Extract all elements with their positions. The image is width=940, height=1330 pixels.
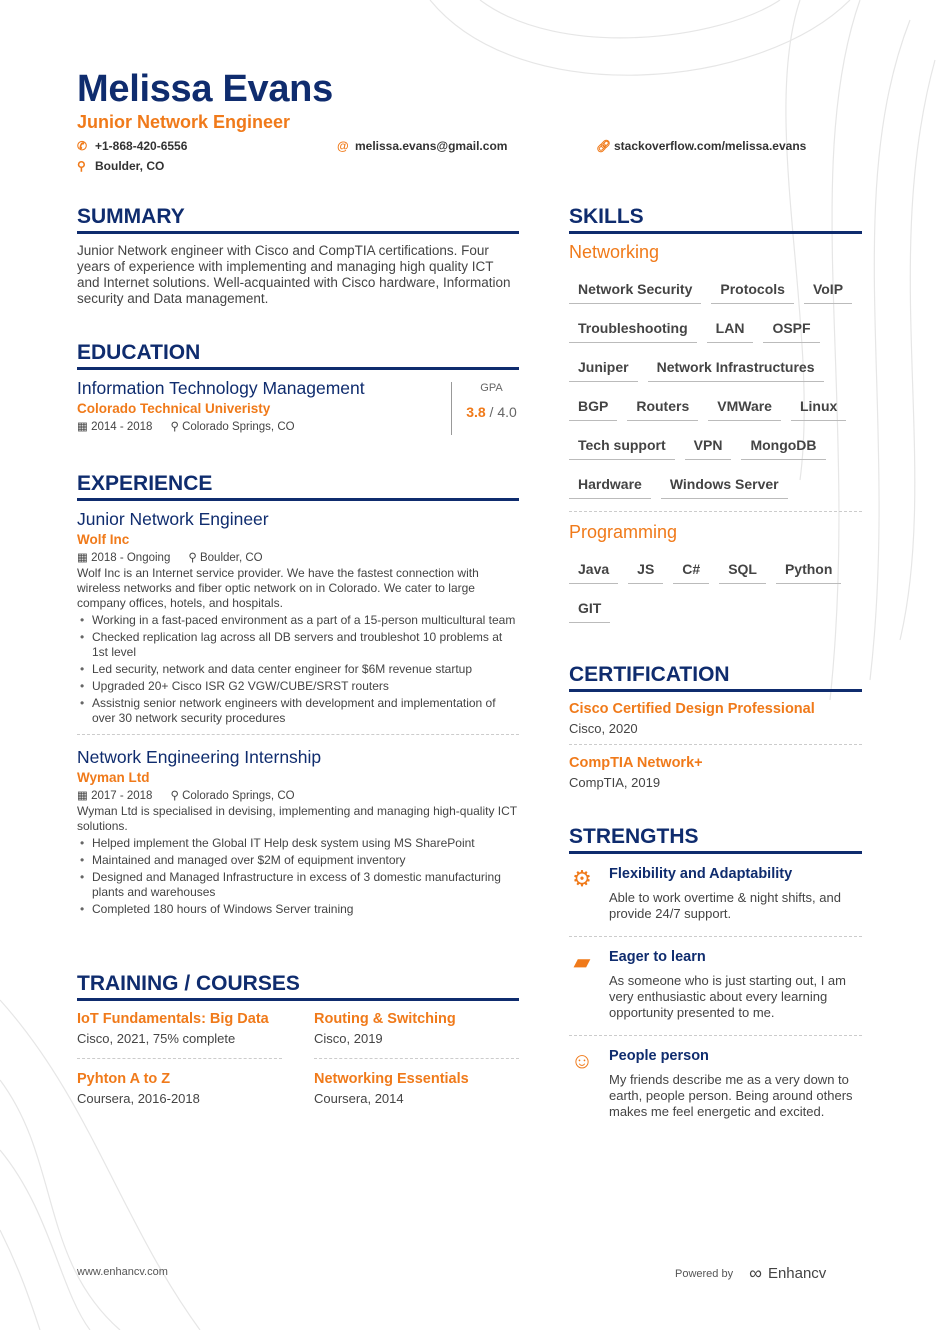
job-bullet: • Maintained and managed over $2M of equipment inventory <box>77 853 519 868</box>
job-bullet: • Designed and Managed Infrastructure in excess of 3 domestic manufacturing plants and warehouses <box>77 870 519 900</box>
job-description: Wolf Inc is an Internet service provider. We have the fastest connection with wireless networks and fiber optic network on in Colorado. We cater to large company offices, hotels, and hospitals. <box>77 566 479 610</box>
summary-section: SUMMARY Junior Network engineer with Cisco and CompTIA certifications. Four years of experience with implementing and managing high quality ICT and Internet solutions. Well-acquainted with Cisco hardware, Information security and Data management. <box>77 205 519 307</box>
job-description: Wyman Ltd is specialised in devising, implementing and managing high-quality ICT solutions. <box>77 804 517 833</box>
job-bullet: • Working in a fast-paced environment as a part of a 15-person multicultural team <box>77 613 519 628</box>
skill-tag: Java <box>569 557 618 584</box>
job-entry: Network Engineering Internship Wyman Ltd ▦ 2017 - 2018 ⚲ Colorado Springs, CO Wyman Ltd is specialised in devising, implementing and managing high-quality ICT solutions. • Helped implement the Global IT Help desk system using MS SharePoint • Maintained and managed over $2M of equipment inventory • Designed and Managed Infrastructure in excess of 3 domestic manufacturing plants and warehouses • Completed 180 hours of Windows Server training <box>77 734 519 917</box>
course-title: IoT Fundamentals: Big Data <box>77 1011 269 1027</box>
experience-section: EXPERIENCE Junior Network Engineer Wolf Inc ▦ 2018 - Ongoing ⚲ Boulder, CO Wolf Inc is an Internet service provider. We have the fastest connection with wireless networks and fiber optic network on in Colorado. We cater to large company offices, hotels, and hospitals. • Working in a fast-paced environment as a part of a 15-person multicultural team • Checked replication lag across all DB servers and troubleshot 10 problems at 1st level • Led security, network and data center engineer for $6M revenue startup • Upgraded 20+ Cisco ISR G2 VGW/CUBE/SRST routers • Assistnig senior network engineers with development and implementation of over 30 network security procedures Network Engineering Internship Wyman Ltd ▦ 2017 - 2018 ⚲ Colorado Springs, CO Wyman Ltd is specialised in devising, implementing and managing high-quality ICT solutions. • Helped implement the Global IT Help desk system using MS SharePoint • Maintained and managed over $2M of equipment inventory • Designed and Managed Infrastructure in excess of 3 domestic manufacturing plants and warehouses • Completed 180 hours of Windows Server training <box>77 472 519 917</box>
skill-tag: VPN <box>685 433 732 460</box>
job-role: Junior Network Engineer <box>77 509 269 529</box>
certification-title: CompTIA Network+ <box>569 755 703 771</box>
job-bullet: • Completed 180 hours of Windows Server training <box>77 902 519 917</box>
skill-group <box>569 511 862 623</box>
enhancv-logo: ∞ Enhancv <box>749 1263 827 1283</box>
course-details: Cisco, 2021, 75% complete <box>77 1031 236 1046</box>
skill-tag: C# <box>673 557 709 584</box>
strength-item <box>569 854 862 937</box>
course-item <box>314 1009 519 1059</box>
link-icon: 🔗︎ <box>596 139 612 153</box>
course-item <box>77 1009 282 1059</box>
job-bullet: • Helped implement the Global IT Help desk system using MS SharePoint <box>77 836 519 851</box>
job-bullet: • Led security, network and data center engineer for $6M revenue startup <box>77 662 519 677</box>
job-location: Boulder, CO <box>199 552 263 564</box>
job-company: Wyman Ltd <box>77 770 150 785</box>
certification-issuer: Cisco, 2020 <box>569 721 638 736</box>
book-icon: ▰ <box>573 949 591 974</box>
skill-tag: OSPF <box>763 316 819 343</box>
strength-title: People person <box>609 1048 709 1064</box>
job-dates: 2017 - 2018 <box>91 790 153 802</box>
strength-item <box>569 937 862 1036</box>
skill-tag: Troubleshooting <box>569 316 697 343</box>
job-location: Colorado Springs, CO <box>182 790 295 802</box>
skill-tag: Windows Server <box>661 472 788 499</box>
skill-tag: VMWare <box>708 394 781 421</box>
skill-tag: Protocols <box>711 277 794 304</box>
gpa: GPA 3.8 / 4.0 <box>451 382 519 435</box>
course-item <box>77 1059 282 1106</box>
skill-tag: Network Infrastructures <box>648 355 824 382</box>
skill-tag: JS <box>628 557 663 584</box>
skill-tag: Python <box>776 557 841 584</box>
certification-issuer: CompTIA, 2019 <box>569 775 661 790</box>
phone: ✆ +1-868-420-6556 <box>77 139 188 153</box>
course-title: Pyhton A to Z <box>77 1071 171 1087</box>
email[interactable]: @ melissa.evans@gmail.com <box>337 139 508 153</box>
strength-description: Able to work overtime & night shifts, and provide 24/7 support. <box>609 890 841 921</box>
location: ⚲ Boulder, CO <box>77 159 165 173</box>
training-section: TRAINING / COURSES IoT Fundamentals: Big Data Cisco, 2021, 75% complete Routing & Switching Cisco, 2019 Pyhton A to Z Coursera, 2016-2018 Networking Essentials Coursera, 2014 <box>77 972 519 1106</box>
skill-group-title: Networking <box>569 242 660 262</box>
certification-item <box>569 692 862 745</box>
skill-group <box>569 234 862 511</box>
skill-tag: Linux <box>791 394 846 421</box>
footer-brand: Powered by ∞ Enhancv <box>675 1263 827 1283</box>
skill-tag: Network Security <box>569 277 701 304</box>
job-bullet: • Assistnig senior network engineers with development and implementation of over 30 network security procedures <box>77 696 519 726</box>
skill-tag: Hardware <box>569 472 651 499</box>
footer-site[interactable]: www.enhancv.com <box>77 1266 168 1278</box>
certification-item <box>569 745 862 790</box>
skill-tag: LAN <box>707 316 754 343</box>
strength-description: My friends describe me as a very down to earth, people person. Being around others makes me feel energetic and excited. <box>609 1072 853 1119</box>
skill-tag: Juniper <box>569 355 638 382</box>
skill-tag: Routers <box>627 394 698 421</box>
skill-tag: GIT <box>569 596 610 623</box>
skill-tag: Tech support <box>569 433 675 460</box>
candidate-name: Melissa Evans <box>77 68 333 110</box>
job-bullet: • Upgraded 20+ Cisco ISR G2 VGW/CUBE/SRST routers <box>77 679 519 694</box>
skill-tag: MongoDB <box>741 433 825 460</box>
certification-section: CERTIFICATION Cisco Certified Design Professional Cisco, 2020 CompTIA Network+ CompTIA, 2019 <box>569 663 862 790</box>
education-section: EDUCATION Information Technology Management Colorado Technical Univeristy ▦ 2014 - 2018 ⚲ Colorado Springs, CO GPA 3.8 / 4.0 <box>77 341 519 435</box>
gears-icon: ⚙ <box>572 866 592 891</box>
job-bullet: • Checked replication lag across all DB servers and troubleshot 10 problems at 1st level <box>77 630 519 660</box>
job-company: Wolf Inc <box>77 532 130 547</box>
skill-tag: SQL <box>719 557 766 584</box>
smile-icon: ☺ <box>570 1048 594 1073</box>
skill-group-title: Programming <box>569 522 678 542</box>
skills-section: SKILLS Networking Network Security Protocols VoIP Troubleshooting LAN OSPF Juniper Network Infrastructures BGP Routers VMWare Linux Tech support VPN MongoDB Hardware Windows Server Programming Java JS C# SQL Python GIT <box>569 205 862 623</box>
course-item <box>314 1059 519 1106</box>
skill-tag: BGP <box>569 394 617 421</box>
profile-link[interactable]: 🔗︎ stackoverflow.com/melissa.evans <box>596 139 807 153</box>
location-pin-icon: ⚲ <box>77 159 86 173</box>
course-details: Coursera, 2016-2018 <box>77 1091 200 1106</box>
skill-tag: VoIP <box>804 277 852 304</box>
strength-item <box>569 1036 862 1134</box>
course-details: Cisco, 2019 <box>314 1031 383 1046</box>
at-icon: @ <box>337 139 349 153</box>
job-role: Network Engineering Internship <box>77 747 322 767</box>
strengths-section: STRENGTHS ⚙ Flexibility and Adaptability Able to work overtime & night shifts, and provide 24/7 support. ▰ Eager to learn As someone who is just starting out, I am very enthusiastic about every learning opportunity presented to me. ☺ People person My friends describe me as a very down to earth, people person. Being around others makes me feel energetic and excited. <box>569 825 862 1134</box>
candidate-title: Junior Network Engineer <box>77 112 291 132</box>
strength-description: As someone who is just starting out, I am very enthusiastic about every learning opportunity presented to me. <box>609 973 846 1020</box>
course-details: Coursera, 2014 <box>314 1091 404 1106</box>
strength-title: Flexibility and Adaptability <box>609 866 793 882</box>
course-title: Routing & Switching <box>314 1011 456 1027</box>
course-title: Networking Essentials <box>314 1071 469 1087</box>
phone-icon: ✆ <box>77 139 88 153</box>
job-entry: Junior Network Engineer Wolf Inc ▦ 2018 - Ongoing ⚲ Boulder, CO Wolf Inc is an Internet service provider. We have the fastest connection with wireless networks and fiber optic network on in Colorado. We cater to large company offices, hotels, and hospitals. • Working in a fast-paced environment as a part of a 15-person multicultural team • Checked replication lag across all DB servers and troubleshot 10 problems at 1st level • Led security, network and data center engineer for $6M revenue startup • Upgraded 20+ Cisco ISR G2 VGW/CUBE/SRST routers • Assistnig senior network engineers with development and implementation of over 30 network security procedures <box>77 501 519 734</box>
certification-title: Cisco Certified Design Professional <box>569 701 815 717</box>
strength-title: Eager to learn <box>609 949 706 965</box>
job-dates: 2018 - Ongoing <box>91 552 171 564</box>
